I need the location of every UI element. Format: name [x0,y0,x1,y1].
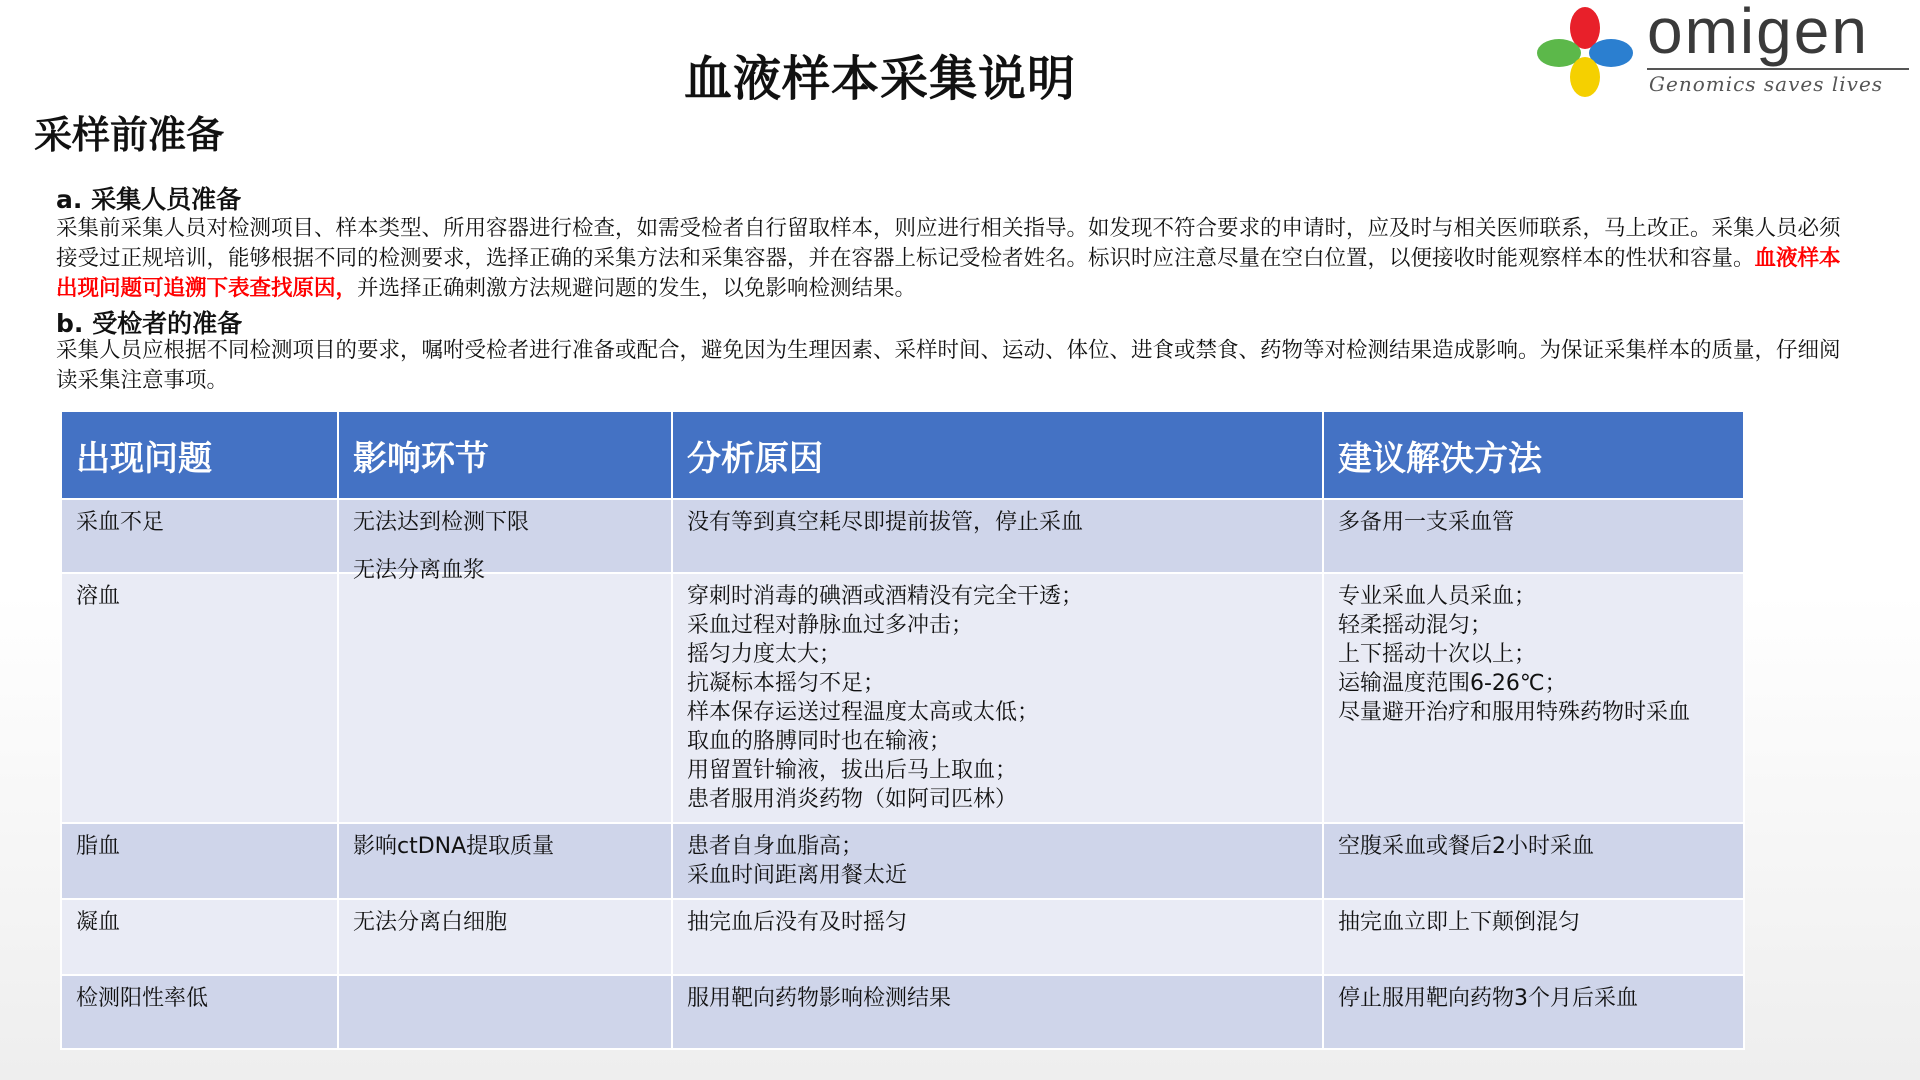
patient-prep-text: 采集人员应根据不同检测项目的要求，嘱咐受检者进行准备或配合，避免因为生理因素、采样时间、运动、体位、进食或禁食、药物等对检测结果造成影响。为保证采集样本的质量，仔细阅读采集注意事项。 [56,338,1841,393]
page-title: 血液样本采集说明 [683,51,1076,107]
logo-tagline: Genomics saves lives [1649,72,1884,96]
highlight-note: 血液样本出现问题可追溯下表查找原因， [56,246,1841,301]
cause-line: 采血时间距离用餐太近 [687,863,908,888]
header-problem: 出现问题 [61,411,338,499]
cell-impact [338,975,672,1049]
cell-solution [1323,573,1744,823]
cell-problem: 采血不足 [61,499,338,573]
solution-line: 轻柔摇动混匀； [1338,613,1493,638]
solution-line: 抽完血立即上下颠倒混匀 [1338,910,1581,935]
solution-line: 运输温度范围6-26℃； [1338,671,1567,696]
table-row [61,573,1744,823]
cell-solution [1323,899,1744,975]
cell-cause [672,499,1323,573]
solution-line: 停止服用靶向药物3个月后采血 [1338,986,1638,1011]
cell-impact: 影响ctDNA提取质量 [338,823,672,899]
cell-solution [1323,823,1744,899]
cause-line: 取血的胳膊同时也在输液； [687,729,952,754]
cell-problem: 检测阳性率低 [61,975,338,1049]
cell-impact: 无法达到检测下限 [338,499,672,573]
logo-divider [1647,68,1909,70]
cell-cause [672,823,1323,899]
staff-prep-text-part1: 采集前采集人员对检测项目、样本类型、所用容器进行检查，如需受检者自行留取样本，则应进行相关指导。如发现不符合要求的申请时，应及时与相关医师联系，马上改正。采集人员必须接受过正规培训，能够根据不同的检测要求，选择正确的采集方法和采集容器，并在容器上标记受检者姓名。标识时应注意尽量在空白位置，以便接收时能观察样本的性状和容量。 [56,216,1841,271]
table-header-row [61,411,1744,499]
cell-cause [672,573,1323,823]
table-row [61,899,1744,975]
header-solution: 建议解决方法 [1323,411,1744,499]
solution-line: 空腹采血或餐后2小时采血 [1338,834,1594,859]
staff-prep-heading: a. 采集人员准备 [56,185,242,214]
cause-line: 采血过程对静脉血过多冲击； [687,613,974,638]
cell-solution [1323,499,1744,573]
header-impact: 影响环节 [338,411,672,499]
cell-problem: 脂血 [61,823,338,899]
cause-line: 摇匀力度太大； [687,642,842,667]
cause-line: 抗凝标本摇匀不足； [687,671,886,696]
problem-table [60,410,1745,1050]
patient-prep-heading: b. 受检者的准备 [56,309,243,338]
solution-line: 上下摇动十次以上； [1338,642,1537,667]
impact-text: 无法分离血浆 [353,558,486,583]
cell-impact: 无法分离白细胞 [338,899,672,975]
cause-line: 患者自身血脂高； [687,834,864,859]
cause-line: 穿刺时消毒的碘酒或酒精没有完全干透； [687,584,1084,609]
table-row [61,823,1744,899]
cause-line: 服用靶向药物影响检测结果 [687,986,952,1011]
header-cause: 分析原因 [672,411,1323,499]
cause-line: 用留置针输液，拔出后马上取血； [687,758,1018,783]
solution-line: 尽量避开治疗和服用特殊药物时采血 [1338,700,1691,725]
cell-cause [672,899,1323,975]
omigen-logo [1535,0,1915,98]
solution-line: 多备用一支采血管 [1338,510,1515,535]
section-heading: 采样前准备 [34,113,225,157]
cause-line: 没有等到真空耗尽即提前拔管，停止采血 [687,510,1084,535]
staff-prep-text [56,214,1856,304]
cause-line: 抽完血后没有及时摇匀 [687,910,908,935]
cause-line: 患者服用消炎药物（如阿司匹林） [687,787,1018,812]
cell-impact [338,558,672,823]
cell-problem: 凝血 [61,899,338,975]
cell-cause [672,975,1323,1049]
clover-icon [1535,6,1635,98]
solution-line: 专业采血人员采血； [1338,584,1537,609]
logo-wordmark: omigen [1647,0,1869,67]
cell-problem: 溶血 [61,573,338,823]
cause-line: 样本保存运送过程温度太高或太低； [687,700,1040,725]
staff-prep-text-part2: 并选择正确刺激方法规避问题的发生，以免影响检测结果。 [357,276,917,301]
table-row [61,499,1744,573]
table-row [61,975,1744,1049]
cell-solution [1323,975,1744,1049]
